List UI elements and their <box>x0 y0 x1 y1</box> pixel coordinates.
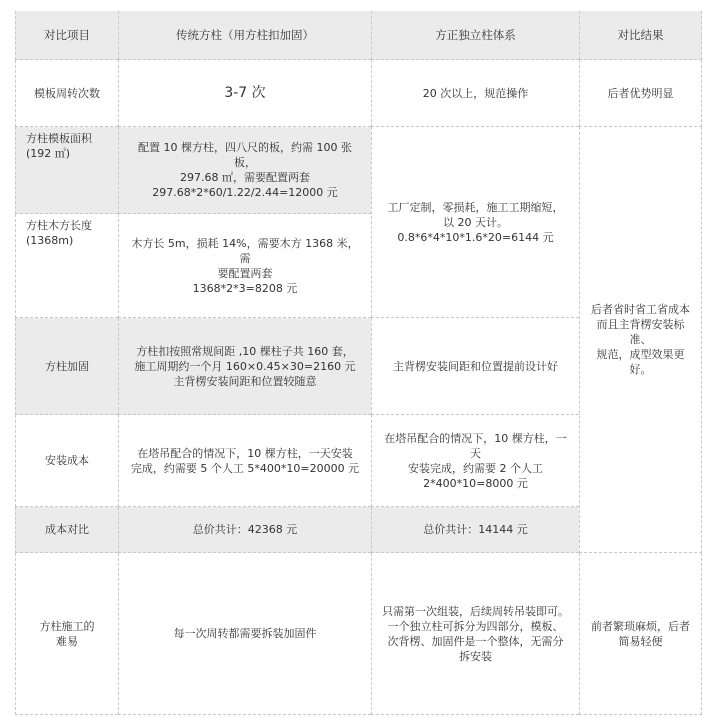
table-row-install <box>15 415 579 507</box>
row-label <box>15 214 118 318</box>
text-line: 只需第一次组装，后续周转吊装即可。 <box>382 604 569 618</box>
text-line: 一个独立柱可拆分为四部分，模板、 <box>387 619 564 633</box>
area-timber-group <box>15 127 579 318</box>
text-line: 次背楞、加固件是一个整体，无需分 <box>387 634 564 648</box>
header-fangzheng: 方正独立柱体系 <box>371 11 579 60</box>
fangzheng-value: 20 次以上，规范操作 <box>371 60 579 127</box>
label-line: (192 ㎡) <box>26 147 71 160</box>
row-label: 模板周转次数 <box>15 60 118 127</box>
text-line: 规范，成型效果更好。 <box>596 348 685 376</box>
text-line: 施工周期约一个月 160×0.45×30=2160 元 <box>134 359 356 373</box>
text-line: 要配置两套 <box>217 266 273 280</box>
traditional-value <box>118 127 371 214</box>
result-merged-value <box>579 127 702 553</box>
text-line: 方柱扣按照常规间距 ,10 棵柱子共 160 套， <box>136 344 354 358</box>
text-line: 297.68 ㎡，需要配置两套 <box>180 171 310 184</box>
table-row-area <box>15 127 371 214</box>
text-line: 以 20 天计。 <box>443 215 508 229</box>
row-label <box>15 553 118 715</box>
comparison-table <box>15 11 702 715</box>
text-line: 木方长 5m，损耗 14%，需要木方 1368 米，需 <box>131 236 359 265</box>
fangzheng-value: 总价共计：14144 元 <box>371 507 579 553</box>
text-line: 简易轻便 <box>618 634 663 648</box>
label-line: 难易 <box>56 634 78 648</box>
row-label: 方柱加固 <box>15 318 118 415</box>
text-line: 安装完成，约需要 2 个人工 <box>408 461 543 475</box>
area-timber-left <box>15 127 371 318</box>
text-line: 完成，约需要 5 个人工 5*400*10=20000 元 <box>130 461 360 475</box>
text-line: 主背楞安装间距和位置较随意 <box>173 374 317 388</box>
text-line: 前者繁琐麻烦，后者 <box>591 619 690 633</box>
fangzheng-merged-value <box>371 127 579 318</box>
header-traditional: 传统方柱（用方柱扣加固） <box>118 11 371 60</box>
label-line: (1368m) <box>26 234 74 247</box>
fangzheng-value: 主背楞安装间距和位置提前设计好 <box>371 318 579 415</box>
header-result: 对比结果 <box>579 11 702 60</box>
text-line: 2*400*10=8000 元 <box>423 476 528 490</box>
table-row-reinforce <box>15 318 579 415</box>
text-line: 297.68*2*60/1.22/2.44=12000 元 <box>152 186 338 199</box>
text-line: 在塔吊配合的情况下，10 棵方柱，一天安装 <box>137 446 353 460</box>
row-label: 安装成本 <box>15 415 118 507</box>
merged-block-left <box>15 127 579 553</box>
traditional-value: 3-7 次 <box>118 60 371 127</box>
table-row-turnover <box>15 60 702 127</box>
label-line: 方柱模板面积 <box>26 132 92 145</box>
table-row-total <box>15 507 579 553</box>
text-line: 配置 10 棵方柱，四八尺的板，约需 100 张板， <box>138 141 352 169</box>
merged-block <box>15 127 702 553</box>
text-line: 拆安装 <box>459 649 492 663</box>
fangzheng-value <box>371 415 579 507</box>
table-row-difficulty <box>15 553 702 715</box>
traditional-value <box>118 318 371 415</box>
text-line: 工厂定制，零损耗，施工工期缩短， <box>387 200 564 214</box>
text-line: 后者省时省工省成本 <box>591 303 690 316</box>
traditional-value: 每一次周转都需要拆装加固件 <box>118 553 371 715</box>
table-row-timber <box>15 214 371 318</box>
header-item: 对比项目 <box>15 11 118 60</box>
text-line: 而且主背楞安装标准、 <box>596 318 685 346</box>
table-header-row <box>15 11 702 60</box>
result-value: 后者优势明显 <box>579 60 702 127</box>
text-line: 在塔吊配合的情况下，10 棵方柱，一天 <box>384 431 567 460</box>
row-label <box>15 127 118 214</box>
traditional-value <box>118 415 371 507</box>
result-value <box>579 553 702 715</box>
traditional-value <box>118 214 371 318</box>
fangzheng-value <box>371 553 579 715</box>
row-label: 成本对比 <box>15 507 118 553</box>
label-line: 方柱施工的 <box>39 619 95 633</box>
text-line: 1368*2*3=8208 元 <box>192 281 298 295</box>
traditional-value: 总价共计：42368 元 <box>118 507 371 553</box>
text-line: 0.8*6*4*10*1.6*20=6144 元 <box>397 230 554 244</box>
label-line: 方柱木方长度 <box>26 219 92 232</box>
